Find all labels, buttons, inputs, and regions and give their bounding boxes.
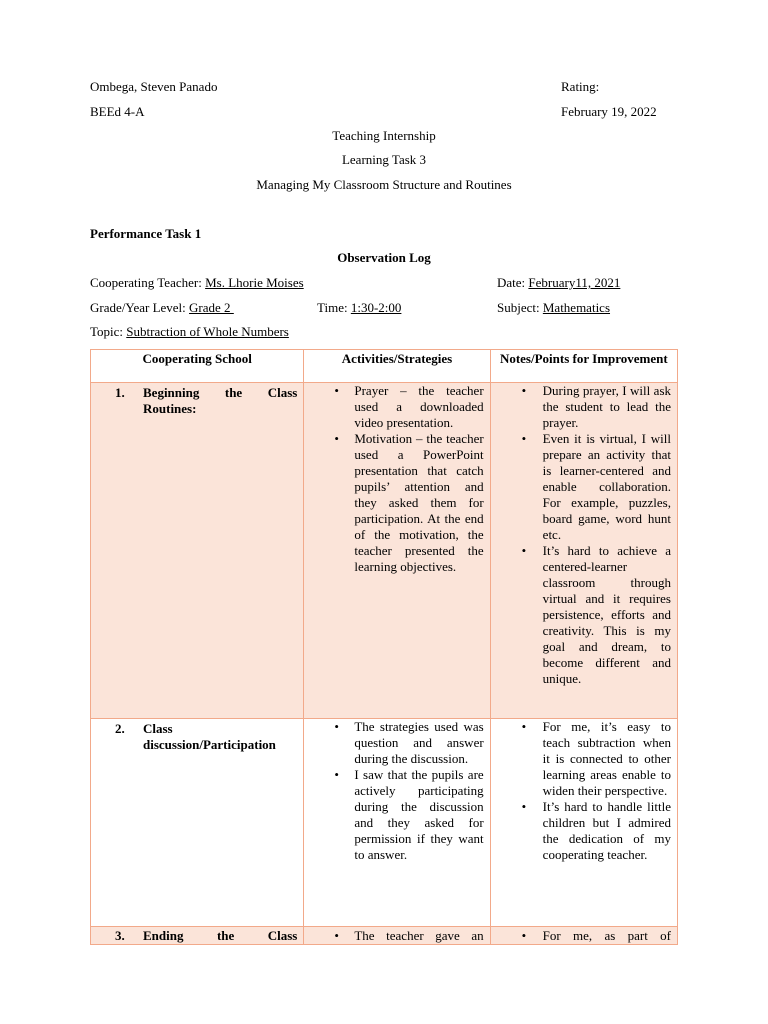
cooperating-teacher-field: Cooperating Teacher: Ms. Lhorie Moises [90, 275, 304, 290]
list-item: • The teacher gave an [304, 928, 489, 944]
observation-date-value: February11, 2021 [528, 275, 621, 290]
row-title: Beginning the Class Routines: [143, 385, 298, 416]
row-title: Class discussion/Participation [143, 721, 276, 752]
title-topic: Managing My Classroom Structure and Routines [256, 177, 512, 192]
notes-cell [490, 719, 677, 927]
notes-cell [490, 383, 677, 719]
subject-field: Subject: Mathematics [497, 300, 611, 315]
activities-cell [304, 719, 490, 927]
row-number: 3. [115, 928, 125, 943]
time-field: Time: 1:30-2:00 [317, 300, 402, 315]
row-number: 2. [115, 721, 125, 736]
list-item: • The strategies used was question and answer during the discussion. [304, 719, 489, 767]
row-title-cell [91, 719, 304, 927]
row-title-cell [91, 927, 304, 945]
observation-date-field: Date: February11, 2021 [497, 275, 621, 290]
header-activities: Activities/Strategies [304, 350, 490, 383]
performance-task-label: Performance Task 1 [90, 226, 202, 241]
topic-field: Topic: Subtraction of Whole Numbers [90, 324, 289, 339]
header-notes: Notes/Points for Improvement [490, 350, 677, 383]
title-task: Learning Task 3 [341, 152, 427, 167]
topic-value: Subtraction of Whole Numbers [126, 324, 289, 339]
table-header-row [91, 350, 678, 383]
observation-table [90, 349, 678, 945]
notes-cell [490, 927, 677, 945]
subject-value: Mathematics [542, 300, 611, 315]
title-course: Teaching Internship [332, 128, 436, 143]
header-cooperating-school: Cooperating School [91, 350, 304, 383]
list-item: • Prayer – the teacher used a downloaded video presentation. [304, 383, 489, 431]
table-row [91, 719, 678, 927]
list-item: • For me, it’s easy to teach subtraction when it is connected to other learning areas enable to widen their perspective. [491, 719, 677, 799]
list-item: • I saw that the pupils are actively participating during the discussion and they asked for permission if they want to answer. [304, 767, 489, 863]
activities-cell [304, 927, 490, 945]
list-item: • During prayer, I will ask the student to lead the prayer. [491, 383, 677, 431]
list-item: • It’s hard to achieve a centered-learner classroom through virtual and it requires persistence, efforts and creativity. This is my goal and dream, to become different and unique. [491, 543, 677, 687]
cooperating-teacher-value: Ms. Lhorie Moises [205, 275, 304, 290]
observation-log-title: Observation Log [337, 250, 431, 265]
list-item: • Even it is virtual, I will prepare an activity that is learner-centered and enable collaboration. For example, puzzles, board game, word hunt etc. [491, 431, 677, 543]
time-value: 1:30-2:00 [350, 300, 402, 315]
row-number: 1. [115, 385, 125, 400]
section-label: BEEd 4-A [90, 104, 145, 119]
document-date: February 19, 2022 [561, 104, 657, 119]
row-title-cell [91, 383, 304, 719]
grade-level-value: Grade 2 [189, 300, 234, 315]
rating-label: Rating: [561, 79, 600, 94]
activities-cell [304, 383, 490, 719]
row-title: Ending the Class [143, 928, 298, 943]
table-row [91, 383, 678, 719]
list-item: • Motivation – the teacher used a PowerPoint presentation that catch pupils’ attention and they asked them for participation. At the end of the motivation, the teacher presented the learning objectives. [304, 431, 489, 575]
grade-level-field: Grade/Year Level: Grade 2 [90, 300, 234, 315]
list-item: • For me, as part of [491, 928, 677, 944]
list-item: • It’s hard to handle little children but I admired the dedication of my cooperating teacher. [491, 799, 677, 863]
table-row [91, 927, 678, 945]
student-name: Ombega, Steven Panado [90, 79, 218, 94]
